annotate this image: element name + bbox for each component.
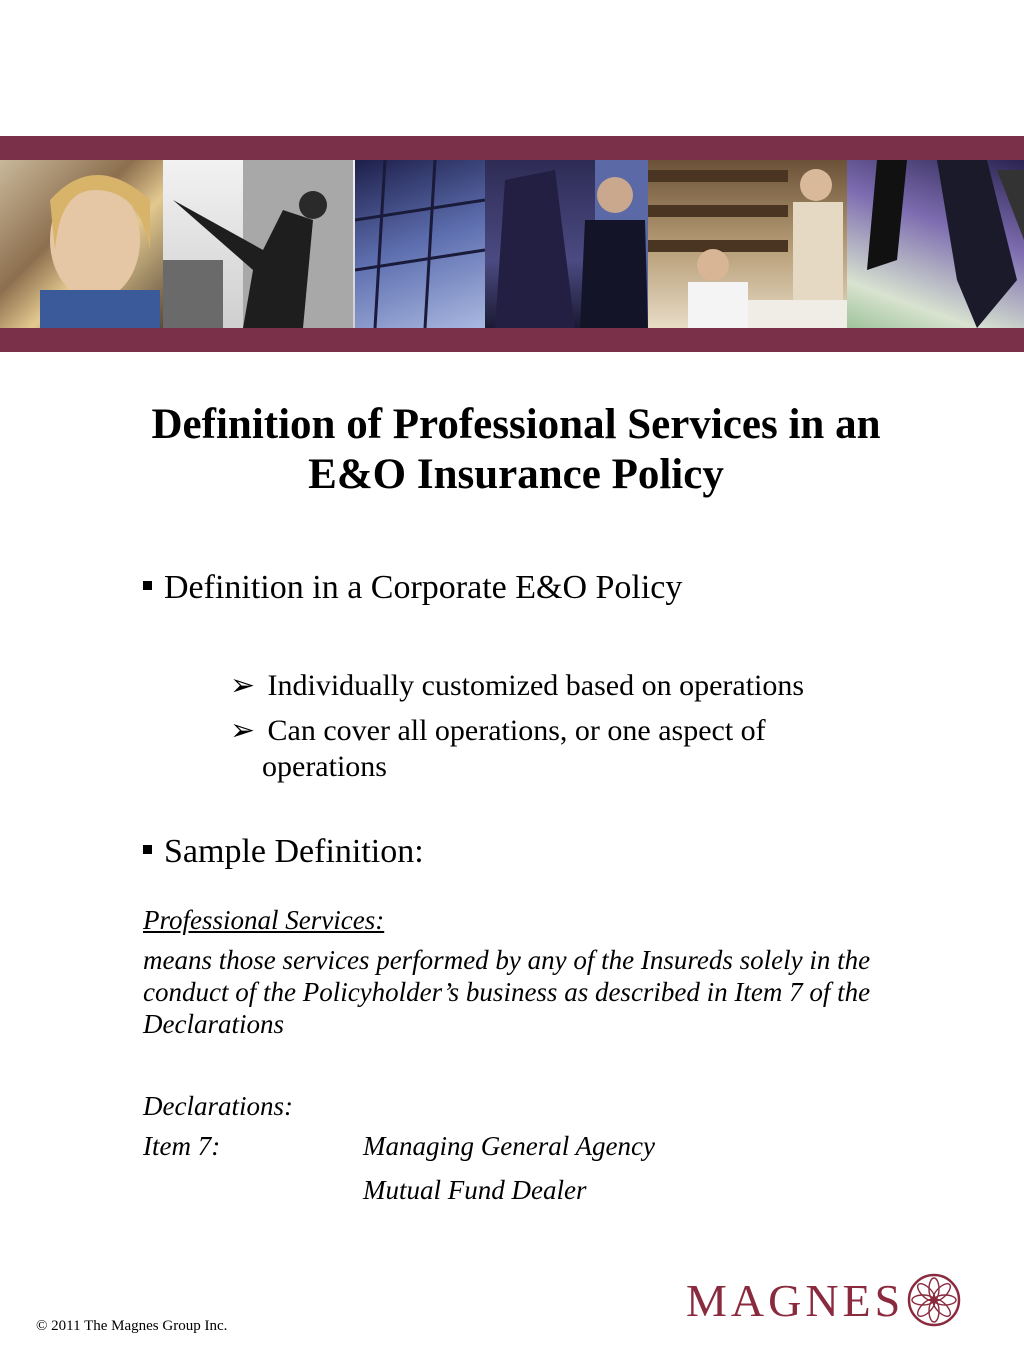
- photo-banner: [0, 160, 1024, 328]
- declarations-heading: Declarations:: [143, 1091, 293, 1121]
- sub-bullet-customized: ➢ Individually customized based on operations: [230, 669, 805, 702]
- title-line-1: Definition of Professional Services in an: [151, 401, 881, 448]
- bullet-sample-definition: Sample Definition:: [143, 832, 424, 872]
- definition-term: Professional Services:: [143, 905, 385, 935]
- sub-bullet-cover-operations: ➢ Can cover all operations, or one aspect of operations: [230, 714, 766, 783]
- title-line-2: E&O Insurance Policy: [308, 451, 724, 498]
- magnes-logo: [686, 1270, 962, 1330]
- square-bullet-icon: [143, 581, 152, 590]
- copyright-notice: © 2011 The Magnes Group Inc.: [36, 1318, 228, 1334]
- declarations-item-label: Item 7:: [143, 1131, 221, 1161]
- law-library-meeting-photo: [648, 160, 847, 328]
- square-bullet-icon: [143, 845, 152, 854]
- banner-top-bar: [0, 136, 1024, 160]
- logo-wordmark: MAGNES: [686, 1274, 905, 1326]
- banner-bottom-bar: [0, 328, 1024, 352]
- definition-text: means those services performed by any of the Insureds solely in the conduct of the Policyholder’s business as described in Item 7 of the Declarations: [143, 945, 871, 1039]
- arrow-bullet-icon: ➢: [230, 669, 256, 702]
- businesswoman-standing-photo: [485, 160, 648, 328]
- declarations-value-1: Managing General Agency: [363, 1131, 655, 1161]
- office-glass-building-photo: [355, 160, 485, 328]
- woman-thinking-photo: [0, 160, 163, 328]
- slide-title: [90, 400, 942, 500]
- arrow-bullet-icon: ➢: [230, 714, 256, 747]
- bullet-corporate-policy: Definition in a Corporate E&O Policy: [143, 568, 682, 608]
- declarations-value-2: Mutual Fund Dealer: [363, 1175, 587, 1205]
- walking-people-photo: [847, 160, 1024, 328]
- businessman-celebrating-photo: [163, 160, 355, 328]
- rosette-icon: [906, 1272, 962, 1328]
